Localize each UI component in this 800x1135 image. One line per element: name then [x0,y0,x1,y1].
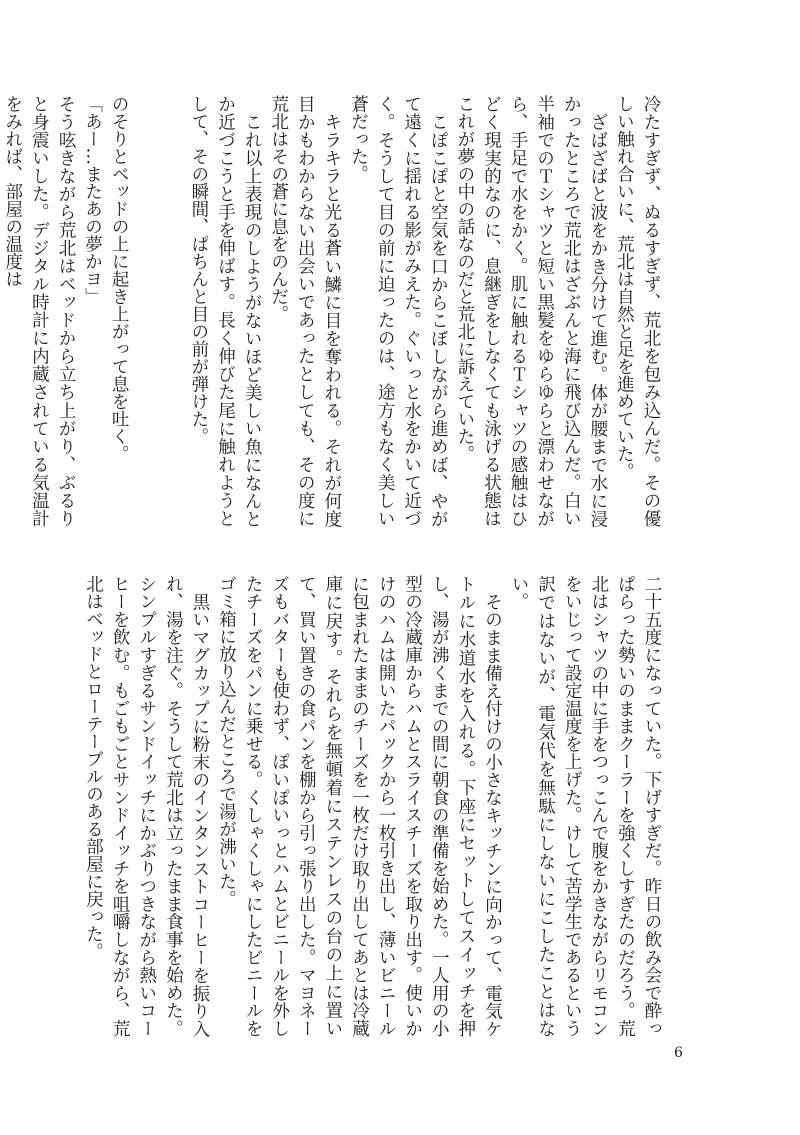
upper-text-block [2,95,664,527]
paragraph: 冷たすぎず、ぬるすぎず、荒北を包み込んだ。その優しい触れ合いに、荒北は自然と足を進めていた。 [614,95,661,527]
paragraph: これ以上表現のしようがないほど美しい魚になんとか近づこうと手を伸ばす。長く伸びた尾に触れようとして、その瞬間、ぱちんと目の前が弾けた。 [188,95,263,527]
paragraph: ざばざばと波をかき分けて進む。体が腰まで水に浸かったところで荒北はざぶんと海に飛び込んだ。白い半袖でのＴシャツと短い黒髪をゆらゆらと漂わせながら、手足で水をかく。肌に触れるＴシャツの感触はひどく現実的なのに、息継ぎをしなくても泳げる状態はこれが夢の中の話なのだと荒北に訴えていた。 [454,95,608,527]
blank-line [159,95,186,527]
blank-line [132,95,159,527]
lower-text-block [83,575,665,1037]
paragraph: 「あー…またあの夢かヨ」 [82,95,103,305]
paragraph: キラキラと光る蒼い鱗に目を奪われる。それが何度目かもわからない出会いであったとしても、その度に荒北はその蒼に息をのんだ。 [268,95,342,527]
paragraph: 二十五度になっていた。下げすぎだ。昨日の飲み会で酔っぱらった勢いのままクーラーを強くしすぎたのだろう。荒北はシャツの中に手をつっこんで腹をかきながらリモコンをいじって設定温度を上げた。けして苦学生であるという訳ではないが、電気代を無駄にしないにこしたことはない。 [509,575,662,1037]
paragraph: 黒いマグカップに粉末のインタンストコーヒーを振り入れ、湯を注ぐ。そうして荒北は立ったまま食事を始めた。シンプルすぎるサンドイッチにかぶりつきながら熱いコーヒーを飲む。もごもごとサンドイッチを咀嚼しながら、荒北はベッドとローテーブルのある部屋に戻った。 [83,575,210,1037]
paragraph: そう呟きながら荒北はベッドから立ち上がり、ぶるりと身震いした。デジタル時計に内蔵されている気温計をみれば、部屋の温度は [2,95,76,527]
paragraph: こぽこぽと空気を口からこぼしながら進めば、やがて遠くに揺れる影がみえた。ぐいっと水をかいて近づく。そうして目の前に迫ったのは、途方もなく美しい蒼だった。 [348,95,449,527]
paragraph: のそりとベッドの上に起き上がって息を吐く。 [109,95,130,463]
page-number: 6 [674,1045,683,1061]
paragraph: そのまま備え付けの小さなキッチンに向かって、電気ケトルに水道水を入れる。下座にセットしてスイッチを押し、湯が沸くまでの間に朝食の準備を始めた。一人用の小型の冷蔵庫からハムとスライスチーズを取り出す。使いかけのハムは開いたパックから一枚引き出し、薄いビニールに包まれたままのチーズを一枚だけ取り出してあとは冷蔵庫に戻す。それらを無頓着にステンレスの台の上に置いて、買い置きの食パンを棚から引っ張り出した。マヨネーズもバターも使わず、ぽいぽいっとハムとビニールを外したチーズをパンに乗せる。くしゃくしゃにしたビニールをゴミ箱に放り込んだところで湯が沸いた。 [216,575,503,1037]
